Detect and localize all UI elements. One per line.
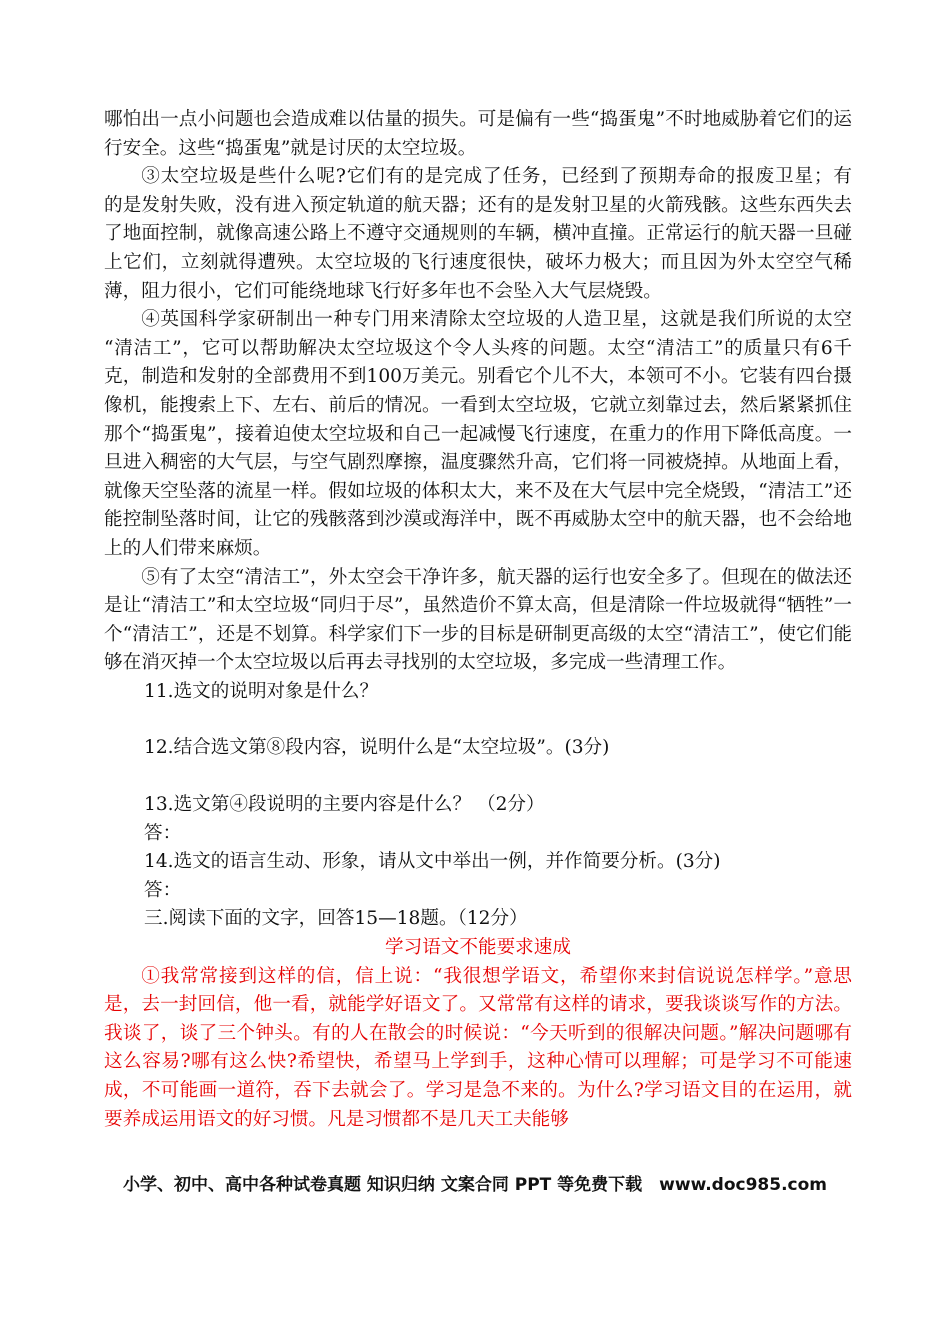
answer-space-11: [144, 706, 852, 734]
questions-section: [104, 678, 852, 934]
document-body: [104, 106, 890, 1134]
article-paragraph-1: ①我常常接到这样的信，信上说：“我很想学语文，希望你来封信说说怎样学。”意思是，去一封回信，他一看，就能学好语文了。又常常有这样的请求，要我谈谈写作的方法。我谈了，谈了三个钟头。有的人在散会的时候说：“今天听到的很解决问题。”解决问题哪有这么容易?哪有这么快?希望快，希望马上学到手，这种心情可以理解；可是学习不可能速成，不可能画一道符，吞下去就会了。学习是急不来的。为什么?学习语文目的在运用，就要养成运用语文的好习惯。凡是习惯都不是几天工夫能够: [104, 965, 852, 1130]
paragraph-3: ③太空垃圾是些什么呢?它们有的是完成了任务，已经到了预期寿命的报废卫星；有 的是发射失败，没有进入预定轨道的航天器；还有的是发射卫星的火箭残骸。这些东西失去了地面控制，就像高速公路上不遵守交通规则的车辆，横冲直撞。正常运行的航天器一旦碰上它们，立刻就得遭殃。太空垃圾的飞行速度很快，破坏力极大；而且因为外太空空气稀薄，阻力很小，它们可能绕地球飞行好多年也不会坠入大气层烧毁。: [104, 166, 890, 302]
article-title: 学习语文不能要求速成: [385, 937, 571, 959]
paragraph-4: ④英国科学家研制出一种专门用来清除太空垃圾的人造卫星，这就是我们所说的太空 “清洁工”，它可以帮助解决太空垃圾这个令人头疼的问题。太空“清洁工”的质量只有6千克，制造和发射的全部费用不到100万美元。别看它个儿不大，本领可不小。它装有四台摄像机，能搜索上下、左右、前后的情况。一看到太空垃圾，它就立刻靠过去，然后紧紧抓住那个“捣蛋鬼”，接着迫使太空垃圾和自己一起减慢飞行速度，在重力的作用下降低高度。一旦进入稠密的大气层，与空气剧烈摩擦，温度骤然升高，它们将一同被烧掉。从地面上看，就像天空坠落的流星一样。假如垃圾的体积太大，来不及在大气层中完全烧毁，“清洁工”还能控制坠落时间，让它的残骸落到沙漠或海洋中，既不再威胁太空中的航天器，也不会给地上的人们带来麻烦。: [104, 309, 852, 559]
paragraph-5: ⑤有了太空“清洁工”，外太空会干净许多，航天器的运行也安全多了。但现在的做法还是让“清洁工”和太空垃圾“同归于尽”，虽然造价不算太高，但是清除一件垃圾就得“牺牲”一个“清洁工”，还是不划算。科学家们下一步的目标是研制更高级的太空“清洁工”，使它们能够在消灭掉一个太空垃圾以后再去寻找别的太空垃圾，多完成一些清理工作。: [104, 566, 852, 674]
question-13: 13.选文第④段说明的主要内容是什么？ （2分）: [144, 794, 545, 816]
answer-label-13: 答：: [144, 822, 182, 844]
section-3-heading: 三.阅读下面的文字，回答15—18题。（12分）: [144, 908, 528, 930]
question-11: 11.选文的说明对象是什么？: [144, 680, 379, 702]
paragraph-continued: 哪怕出一点小问题也会造成难以估量的损失。可是偏有一些“捣蛋鬼”不时地威胁着它们的运行安全。这些“捣蛋鬼”就是讨厌的太空垃圾。: [104, 109, 852, 159]
answer-space-12: [144, 763, 852, 791]
page-footer: 小学、初中、高中各种试卷真题 知识归纳 文案合同 PPT 等免费下载 www.doc985.com: [122, 1175, 827, 1195]
question-14: 14.选文的语言生动、形象，请从文中举出一例，并作简要分析。(3分): [144, 851, 721, 873]
question-12: 12.结合选文第⑧段内容，说明什么是“太空垃圾”。(3分): [144, 737, 610, 759]
answer-label-14: 答：: [144, 879, 182, 901]
